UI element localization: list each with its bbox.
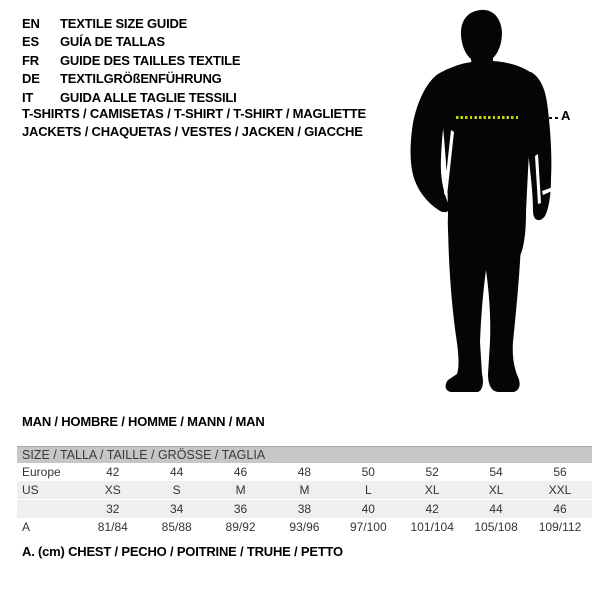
table-row-chest-a (17, 518, 592, 536)
cell: 46 (528, 500, 592, 519)
size-table-header-row (17, 447, 592, 464)
man-silhouette-icon (402, 8, 572, 398)
section-title-man: MAN / HOMBRE / HOMME / MANN / MAN (22, 414, 265, 429)
cell: 34 (145, 500, 209, 519)
measure-leader-dash-line (543, 117, 560, 119)
language-row (22, 70, 240, 88)
language-code: IT (22, 89, 34, 105)
cell: 36 (209, 500, 273, 519)
language-row (22, 33, 240, 51)
cell: 32 (81, 500, 145, 519)
cell: 101/104 (410, 520, 454, 534)
row-label: Europe (22, 465, 61, 479)
table-row-numeric (17, 500, 592, 519)
language-list (22, 15, 240, 107)
row-label: US (17, 481, 81, 500)
cell: L (336, 481, 400, 500)
cell: XS (81, 481, 145, 500)
category-line-jackets: JACKETS / CHAQUETAS / VESTES / JACKEN / GIACCHE (22, 124, 363, 140)
category-lines (22, 105, 366, 142)
language-row (22, 52, 240, 70)
cell: 97/100 (349, 520, 387, 534)
cell: M (209, 481, 273, 500)
cell: 44 (464, 500, 528, 519)
cell: 54 (489, 465, 503, 479)
category-line-tshirts: T-SHIRTS / CAMISETAS / T-SHIRT / T-SHIRT / MAGLIETTE (22, 106, 366, 121)
cell: 89/92 (225, 520, 256, 534)
footer-note: A. (cm) CHEST / PECHO / POITRINE / TRUHE / PETTO (22, 544, 343, 559)
size-table (17, 446, 592, 536)
cell: S (145, 481, 209, 500)
cell: M (273, 481, 337, 500)
row-label: A (22, 520, 31, 534)
chest-measure-dash-line (456, 116, 518, 119)
cell: 105/108 (474, 520, 518, 534)
language-label: TEXTILE SIZE GUIDE (60, 16, 188, 31)
cell: 109/112 (538, 520, 582, 534)
language-code: EN (22, 16, 40, 31)
cell: 40 (336, 500, 400, 519)
cell: 48 (297, 465, 312, 479)
cell: XXL (528, 481, 592, 500)
cell: 52 (425, 465, 439, 479)
cell: XL (400, 481, 464, 500)
size-table-header: SIZE / TALLA / TAILLE / GRÖSSE / TAGLIA (17, 447, 592, 464)
table-row-us (17, 481, 592, 500)
language-code: ES (22, 34, 39, 50)
row-label (17, 500, 81, 519)
cell: 93/96 (289, 520, 320, 534)
language-code: FR (22, 52, 39, 68)
cell: 50 (361, 465, 375, 479)
measure-label-a: A (561, 108, 571, 123)
language-row (22, 15, 240, 33)
cell: 56 (553, 465, 567, 479)
table-row-europe (17, 463, 592, 481)
cell: 46 (233, 465, 248, 479)
language-label: GUIDE DES TAILLES TEXTILE (60, 52, 241, 68)
cell: 85/88 (161, 520, 192, 534)
cell: XL (464, 481, 528, 500)
cell: 81/84 (97, 520, 128, 534)
language-label: GUIDA ALLE TAGLIE TESSILI (60, 89, 237, 105)
language-label: TEXTILGRÖßENFÜHRUNG (60, 71, 222, 87)
language-label: GUÍA DE TALLAS (60, 34, 165, 50)
language-code: DE (22, 71, 40, 87)
cell: 44 (170, 465, 184, 479)
cell: 42 (106, 465, 120, 479)
cell: 42 (400, 500, 464, 519)
cell: 38 (273, 500, 337, 519)
